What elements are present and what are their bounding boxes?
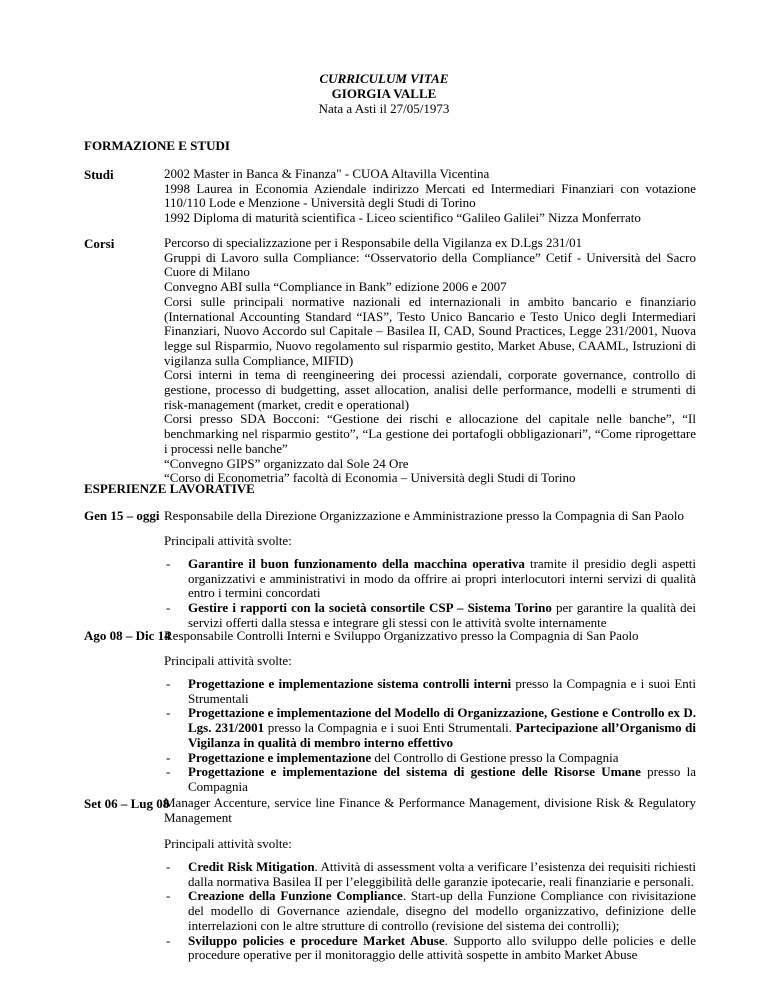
studi-label: Studi: [84, 167, 114, 182]
birth-info: Nata a Asti il 27/05/1973: [318, 101, 450, 116]
corsi-item: Gruppi di Lavoro sulla Compliance: “Osservatorio della Compliance” Cetif - Università del Sacro Cuore di Milano: [164, 249, 696, 280]
dash-bullet: -: [166, 556, 171, 571]
corsi-item: “Convegno GIPS” organizzato dal Sole 24 Ore: [164, 455, 409, 471]
corsi-item: Corsi presso SDA Bocconi: “Gestione dei rischi e allocazione del capitale nelle banche”, “Il benchmarking nel risparmio gestito”, “La gestione dei portafogli obbligazionari”, “Come riprogettare i processi nelle banche”: [164, 411, 696, 456]
activities-label: Principali attività svolte:: [164, 533, 292, 548]
list-item: - Progettazione e implementazione del sistema di gestione delle Risorse Umane presso la Compagnia: [166, 764, 696, 794]
job-period: Gen 15 – oggi: [84, 508, 160, 523]
list-item: - Progettazione e implementazione sistema controlli interni presso la Compagnia e i suoi Enti Strumentali: [166, 676, 696, 706]
dash-bullet: -: [166, 932, 171, 948]
studi-list: [164, 167, 696, 226]
section-heading-formazione: FORMAZIONE E STUDI: [84, 138, 230, 153]
corsi-item: Convegno ABI sulla “Compliance in Bank” edizione 2006 e 2007: [164, 279, 507, 295]
activities-label: Principali attività svolte:: [164, 836, 292, 851]
job-period: Ago 08 – Dic 14: [84, 628, 171, 643]
job-activities: [164, 557, 696, 631]
section-heading-esperienze: ESPERIENZE LAVORATIVE: [84, 481, 255, 496]
list-item: - Progettazione e implementazione del Modello di Organizzazione, Gestione e Controllo ex D. Lgs. 231/2001 presso la Compagnia e i suoi Enti Strumentali. Partecipazione all’Organismo di Vigilanza in qualità di membro interno effettivo: [166, 705, 696, 750]
list-item: - Gestire i rapporti con la società consortile CSP – Sistema Torino per garantire la qualità dei servizi offerti dalla stessa e integrare gli stessi con le attività svolte internamente: [166, 600, 696, 630]
document-title: CURRICULUM VITAE: [319, 71, 449, 86]
list-item: - Creazione della Funzione Compliance. Start-up della Funzione Compliance con rivisitazione del modello di Governance aziendale, disegno del modello organizzativo, definizione delle interrelazioni con le altre strutture di controllo (revisione del sistema dei controlli);: [166, 888, 696, 933]
job-activities: [164, 677, 696, 795]
corsi-item: Percorso di specializzazione per i Responsabile della Vigilanza ex D.Lgs 231/01: [164, 235, 583, 250]
dash-bullet: -: [166, 764, 171, 780]
cv-header: [0, 71, 768, 116]
corsi-list: [164, 236, 696, 486]
job-period: Set 06 – Lug 08: [84, 796, 170, 811]
activities-label: Principali attività svolte:: [164, 653, 292, 668]
dash-bullet: -: [166, 600, 171, 616]
corsi-label: Corsi: [84, 236, 115, 251]
dash-bullet: -: [166, 749, 171, 765]
corsi-item: Corsi sulle principali normative nazionali ed internazionali in ambito bancario e finanziario (International Accounting Standard “IAS”, Testo Unico Bancario e Testo Unico degli Intermediari Finanziari, Nuovo Accordo sul Capitale – Basilea II, CAD, Sound Practices, Legge 231/2001, Nuova legge sul Risparmio, Nuovo regolamento sul risparmio gestito, Market Abuse, CAAML, Istruzioni di vigilanza sulla Compliance, MIFID): [164, 293, 696, 368]
studi-item: 1992 Diploma di maturità scientifica - Liceo scientifico “Galileo Galilei” Nizza Monferrato: [164, 210, 641, 226]
job-role: Manager Accenture, service line Finance & Performance Management, divisione Risk & Regulatory Management: [164, 795, 696, 825]
list-item: - Progettazione e implementazione del Controllo di Gestione presso la Compagnia: [166, 749, 619, 765]
corsi-item: “Corso di Econometria” facoltà di Economia – Università degli Studi di Torino: [164, 470, 576, 486]
job-role: Responsabile Controlli Interni e Sviluppo Organizzativo presso la Compagnia di San Paolo: [164, 628, 639, 643]
list-item: - Credit Risk Mitigation. Attività di assessment volta a verificare l’esistenza dei requisiti richiesti dalla normativa Basilea II per l’eleggibilità delle garanzie ipotecarie, reali finanziarie e personali.: [166, 859, 696, 889]
list-item: - Garantire il buon funzionamento della macchina operativa tramite il presidio degli aspetti organizzativi e amministrativi in modo da offrire ai propri interlocutori interni servizi di qualità entro i termini concordati: [166, 556, 696, 601]
person-name: GIORGIA VALLE: [331, 86, 437, 101]
studi-item: 2002 Master in Banca & Finanza" - CUOA Altavilla Vicentina: [164, 166, 490, 181]
corsi-item: Corsi interni in tema di reengineering dei processi aziendali, corporate governance, controllo di gestione, processo di budgetting, asset allocation, analisi delle performance, modelli e strumenti di risk-management (market, credit e operational): [164, 367, 696, 412]
dash-bullet: -: [166, 705, 171, 721]
list-item: - Sviluppo policies e procedure Market Abuse. Supporto allo sviluppo delle policies e delle procedure operative per il monitoraggio delle attività sospette in ambito Market Abuse: [166, 932, 696, 963]
dash-bullet: -: [166, 859, 171, 874]
dash-bullet: -: [166, 888, 171, 904]
job-activities: [164, 860, 696, 963]
job-role: Responsabile della Direzione Organizzazione e Amministrazione presso la Compagnia di San Paolo: [164, 508, 684, 523]
dash-bullet: -: [166, 676, 171, 691]
studi-item: 1998 Laurea in Economia Aziendale indirizzo Mercati ed Intermediari Finanziari con votazione 110/110 Lode e Menzione - Università degli Studi di Torino: [164, 180, 696, 211]
